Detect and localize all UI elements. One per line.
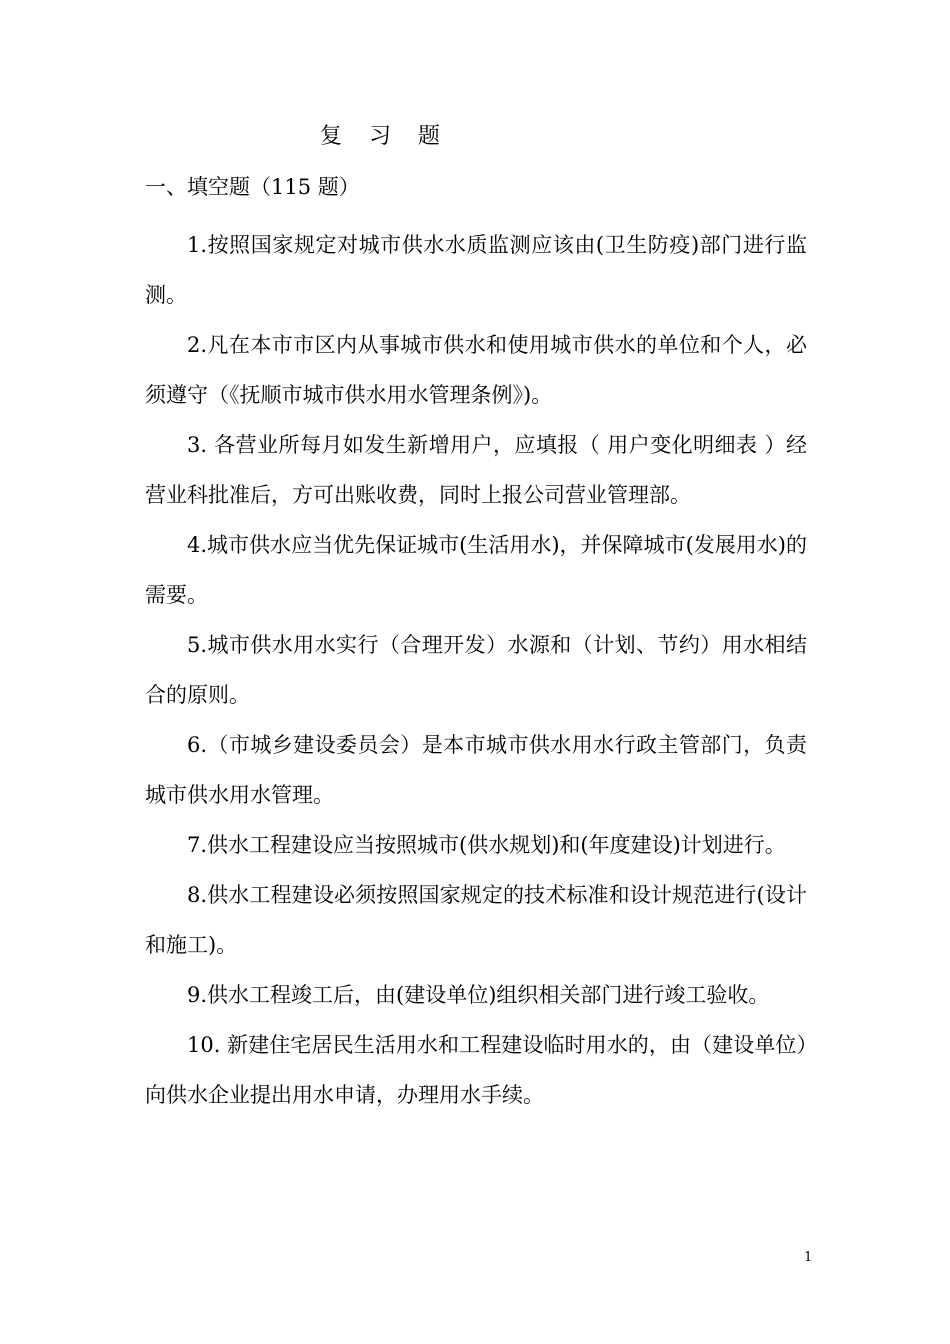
question-item-2: 2.凡在本市市区内从事城市供水和使用城市供水的单位和个人，必须遵守（《抚顺市城市供水用水管理条例》)。 [145, 333, 807, 407]
page-number: 1 [804, 1250, 813, 1265]
question-item-4: 4.城市供水应当优先保证城市(生活用水)，并保障城市(发展用水)的需要。 [145, 533, 807, 607]
question-item-8: 8.供水工程建设必须按照国家规定的技术标准和设计规范进行(设计和施工)。 [145, 883, 807, 957]
question-item-3: 3. 各营业所每月如发生新增用户，应填报（ 用户变化明细表 ）经营业科批准后，方可出账收费，同时上报公司营业管理部。 [145, 433, 807, 507]
section-heading: 一、填空题（115 题） [145, 175, 360, 199]
question-list [145, 220, 807, 1120]
question-item-1: 1.按照国家规定对城市供水水质监测应该由(卫生防疫)部门进行监测。 [145, 233, 807, 307]
page-title: 复 习 题 [320, 124, 450, 149]
question-item-7: 7.供水工程建设应当按照城市(供水规划)和(年度建设)计划进行。 [187, 833, 786, 857]
question-item-9: 9.供水工程竣工后，由(建设单位)组织相关部门进行竣工验收。 [187, 983, 770, 1007]
question-item-6: 6.（市城乡建设委员会）是本市城市供水用水行政主管部门，负责城市供水用水管理。 [145, 733, 807, 807]
question-item-5: 5.城市供水用水实行（合理开发）水源和（计划、节约）用水相结合的原则。 [145, 633, 807, 707]
question-item-10: 10. 新建住宅居民生活用水和工程建设临时用水的，由（建设单位）向供水企业提出用水申请，办理用水手续。 [145, 1033, 807, 1107]
